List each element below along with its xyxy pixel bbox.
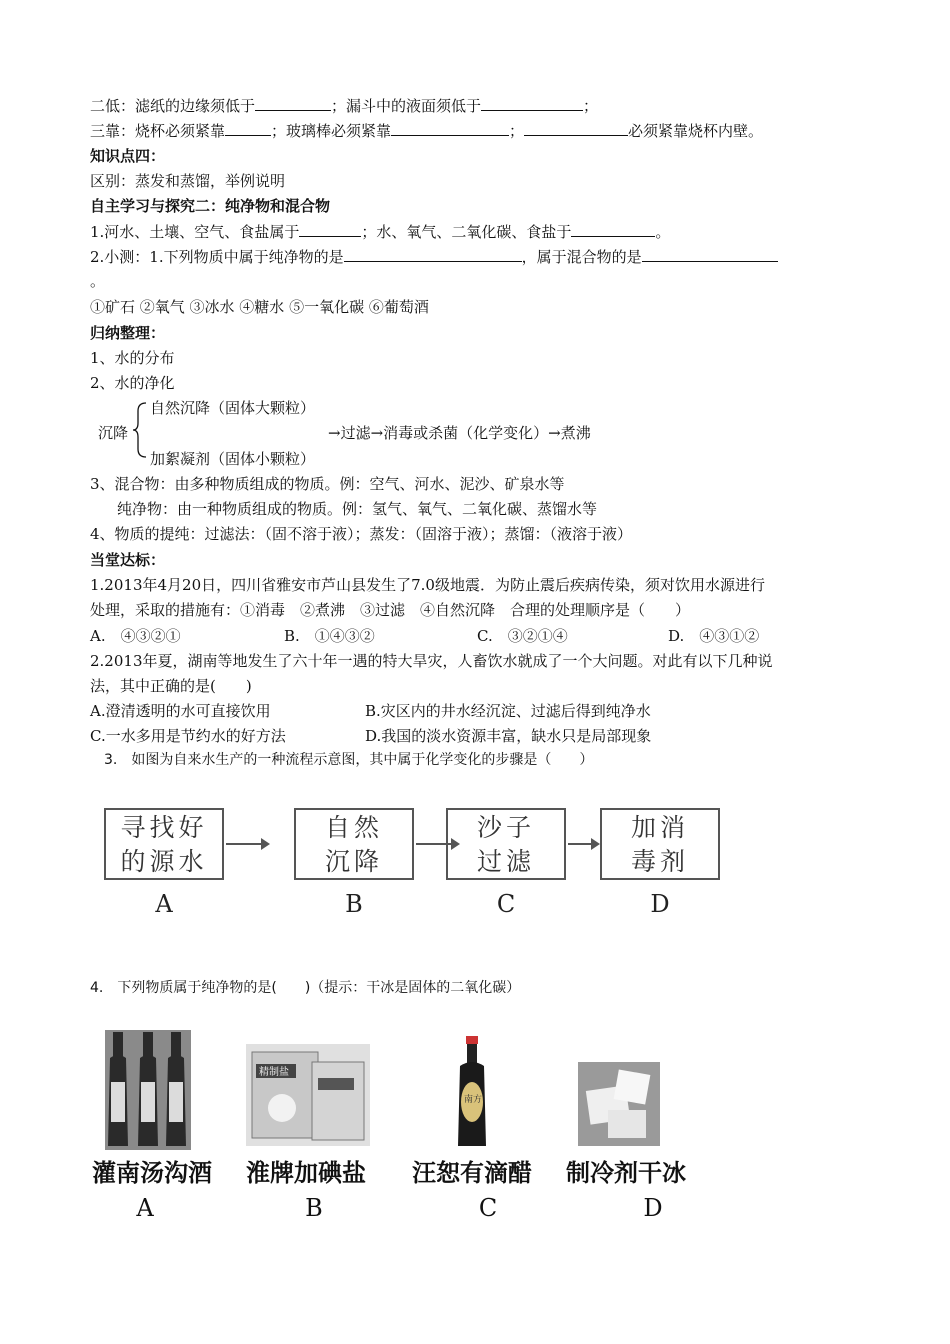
heading-section-2: 自主学习与探究二：纯净物和混合物 — [90, 197, 331, 215]
product-name-d: 制冷剂干冰 — [566, 1159, 686, 1187]
product-letter-b: B — [305, 1194, 323, 1222]
branch-flocculant: 加絮凝剂（固体小颗粒） — [150, 450, 316, 468]
product-name-c: 汪恕有滴醋 — [412, 1159, 532, 1187]
arrow-right-icon — [568, 843, 598, 845]
test-2-option-c: C.一水多用是节约水的好方法 — [90, 727, 286, 745]
brace-icon — [131, 401, 149, 459]
question-1: 1.河水、土壤、空气、食盐属于 ；水、氧气、二氧化碳、食盐于 。 — [90, 223, 671, 241]
product-letter-c: C — [478, 1194, 498, 1222]
flow-letter-a: A — [155, 890, 173, 918]
question-2: 2.小测：1.下列物质中属于纯净物的是 ，属于混合物的是 — [90, 246, 778, 267]
vinegar-bottle-icon — [452, 1036, 492, 1148]
line-two-low: 二低：滤纸的边缘须低于 ；漏斗中的液面须低于 ； — [90, 97, 599, 115]
test-3: 3. 如图为自来水生产的一种流程示意图，其中属于化学变化的步骤是（ ） — [104, 752, 594, 768]
question-2-items: ①矿石 ②氧气 ③冰水 ④糖水 ⑤一氧化碳 ⑥葡萄酒 — [90, 298, 429, 316]
test-2-option-d: D.我国的淡水资源丰富，缺水只是局部现象 — [365, 727, 652, 745]
line-three-lean: 三靠：烧杯必须紧靠 ；玻璃棒必须紧靠 ； 必须紧靠烧杯内壁。 — [90, 122, 764, 140]
flow-letter-c: C — [496, 890, 516, 918]
test-1-option-c: C. ③②①④ — [477, 627, 568, 645]
flow-letter-d: D — [650, 890, 670, 918]
test-1-line1: 1.2013年4月20日，四川省雅安市芦山县发生了7.0级地震．为防止震后疾病传染，须对饮用水源进行 — [90, 576, 765, 594]
summary-4: 4、物质的提纯：过滤法：（固不溶于液）；蒸发：（固溶于液）；蒸馏：（液溶于液） — [90, 525, 633, 543]
heading-knowledge-4: 知识点四： — [90, 147, 166, 165]
label-settle: 沉降 — [98, 424, 129, 442]
test-1-option-b: B. ①④③② — [284, 627, 375, 645]
salt-label: 精制盐 — [259, 1067, 289, 1078]
product-name-b: 淮牌加碘盐 — [246, 1159, 366, 1187]
text-evaporation-distillation: 区别：蒸发和蒸馏，举例说明 — [90, 172, 286, 190]
test-2-line1: 2.2013年夏，湖南等地发生了六十年一遇的特大旱灾，人畜饮水就成了一个大问题。对此有以下几种说 — [90, 652, 773, 670]
dry-ice-icon — [578, 1062, 660, 1146]
question-2-end: 。 — [90, 272, 106, 290]
wine-bottles-icon — [105, 1030, 191, 1150]
heading-summary: 归纳整理： — [90, 324, 166, 342]
purification-chain: →过滤→消毒或杀菌（化学变化）→煮沸 — [328, 424, 591, 442]
test-1-line2: 处理，采取的措施有：①消毒 ②煮沸 ③过滤 ④自然沉降 合理的处理顺序是（ ） — [90, 601, 691, 619]
summary-2: 2、水的净化 — [90, 374, 175, 392]
product-letter-d: D — [643, 1194, 663, 1222]
arrow-right-icon — [226, 843, 268, 845]
flow-step-a: 寻找好 的源水 — [104, 808, 224, 880]
heading-test: 当堂达标： — [90, 551, 166, 569]
salt-bags-icon — [246, 1044, 370, 1146]
water-flow-diagram — [98, 796, 693, 921]
test-2-option-a: A.澄清透明的水可直接饮用 — [90, 702, 271, 720]
test-2-option-b: B.灾区内的井水经沉淀、过滤后得到纯净水 — [365, 702, 651, 720]
summary-1: 1、水的分布 — [90, 349, 175, 367]
flow-step-d: 加消 毒剂 — [600, 808, 720, 880]
summary-3: 3、混合物：由多种物质组成的物质。例：空气、河水、泥沙、矿泉水等 — [90, 475, 565, 493]
flow-step-c: 沙子 过滤 — [446, 808, 566, 880]
vinegar-label: 南方 — [464, 1095, 483, 1105]
test-1-option-a: A. ④③②① — [90, 627, 181, 645]
product-name-a: 灌南汤沟酒 — [92, 1159, 212, 1187]
test-1-option-d: D. ④③①② — [668, 627, 760, 645]
test-4: 4. 下列物质属于纯净物的是( )（提示：干冰是固体的二氧化碳） — [90, 980, 521, 996]
summary-3b: 纯净物：由一种物质组成的物质。例：氢气、氧气、二氧化碳、蒸馏水等 — [117, 500, 598, 518]
flow-step-b: 自然 沉降 — [294, 808, 414, 880]
flow-letter-b: B — [345, 890, 363, 918]
branch-natural-settle: 自然沉降（固体大颗粒） — [150, 399, 316, 417]
test-2-line2: 法，其中正确的是( ) — [90, 677, 252, 695]
product-letter-a: A — [136, 1194, 154, 1222]
